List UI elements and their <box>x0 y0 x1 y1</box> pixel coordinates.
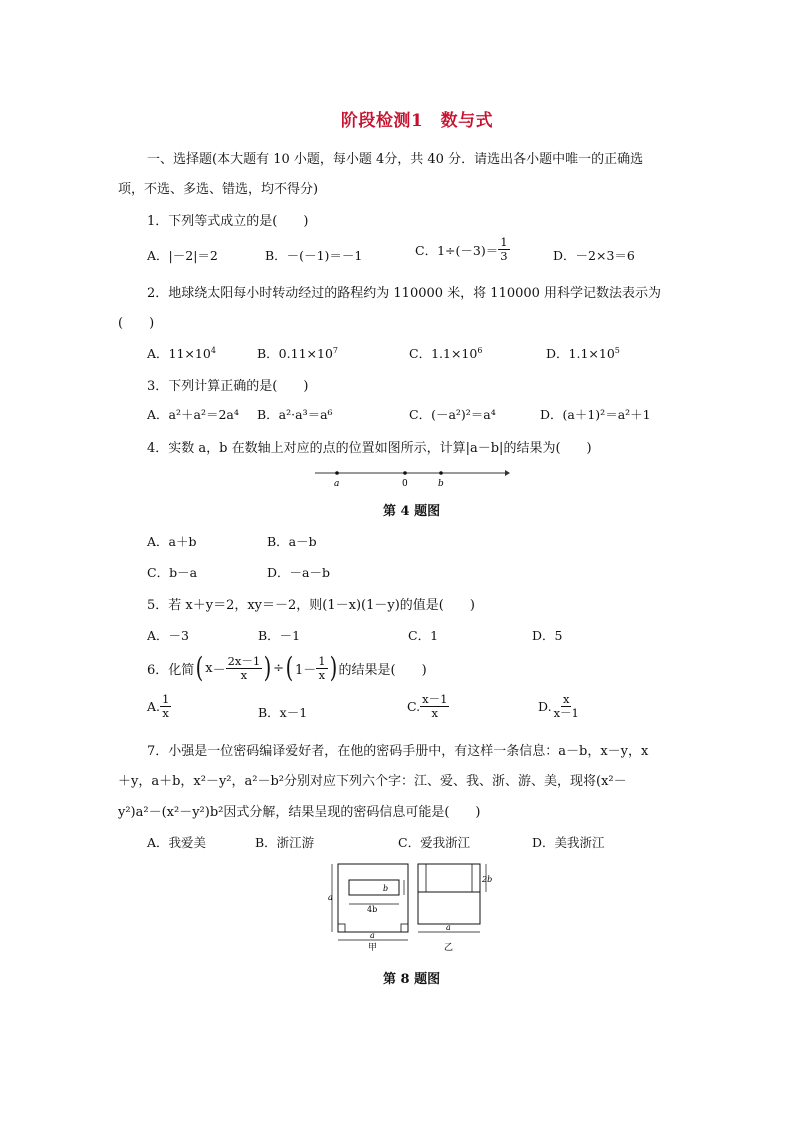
figure-jia-caption: 甲 <box>368 943 378 952</box>
figure-jia-outer-square <box>338 864 408 932</box>
q6-suffix: 的结果是( ) <box>338 662 427 678</box>
q1-c-denominator: 3 <box>500 249 508 263</box>
q6-d-numerator: x <box>562 692 570 706</box>
number-line-arrow <box>505 470 510 476</box>
q3-option-d: D．(a＋1)²＝a²＋1 <box>540 407 651 422</box>
figure-jia-corner-bl <box>338 924 345 932</box>
figure-yi-square <box>418 864 480 924</box>
q1-c-numerator: 1 <box>500 235 508 249</box>
q6-prefix: 6．化简 <box>147 662 195 678</box>
q6-fraction-1 <box>226 655 263 682</box>
q7-option-c: C．爱我浙江 <box>398 835 471 850</box>
q6-fraction-1-numerator: 2x－1 <box>227 653 261 668</box>
q6-a-numerator: 1 <box>162 692 170 706</box>
figure-jia-inner-rect <box>349 880 399 895</box>
q2-d-exponent: 5 <box>614 345 620 355</box>
q1-option-c <box>415 236 510 263</box>
q3-option-c: C．(－a²)²＝a⁴ <box>409 407 496 422</box>
q6-d-denominator: x－1 <box>553 706 579 720</box>
number-line-label-zero: 0 <box>402 479 408 489</box>
q6-option-d <box>538 693 581 720</box>
q1-option-b: B．－(－1)＝－1 <box>265 248 363 263</box>
section-header-line1: 一、选择题(本大题有 10 小题，每小题 4分，共 40 分．请选出各小题中唯一的正确选 <box>147 152 644 167</box>
q1-option-a: A．|－2|＝2 <box>147 248 218 263</box>
figure-jia-label-a-bottom: a <box>370 931 375 940</box>
q6-one-minus: 1－ <box>294 662 317 678</box>
figure-8 <box>326 860 498 952</box>
q7-line2: ＋y，a＋b，x²－y²，a²－b²分别对应下列六个字：江、爱、我、浙、游、美，现将(x²－ <box>118 774 627 789</box>
q3-option-a: A．a²＋a²＝2a⁴ <box>147 407 239 422</box>
q1-option-c-fraction <box>498 236 509 263</box>
q2-a-exponent: 4 <box>210 345 216 355</box>
q7-option-b: B．浙江游 <box>255 835 315 850</box>
q7-line3: y²)a²－(x²－y²)b²因式分解，结果呈现的密码信息可能是( ) <box>118 805 481 820</box>
q6-minus: － <box>212 662 226 678</box>
q8-figure-caption: 第 8 题图 <box>383 972 441 987</box>
figure-jia-label-a-left: a <box>328 893 333 902</box>
q6-open-paren-1: ( <box>195 651 204 684</box>
q4-figure-caption: 第 4 题图 <box>383 504 441 519</box>
q7-line1: 7．小强是一位密码编译爱好者，在他的密码手册中，有这样一条信息：a－b，x－y，x <box>147 744 649 759</box>
point-zero-dot <box>403 471 407 475</box>
q3-option-b: B．a²·a³＝a⁶ <box>257 407 333 422</box>
q2-stem-line2: ( ) <box>118 316 155 331</box>
q2-option-b <box>257 344 338 362</box>
q6-close-paren-2: ) <box>329 651 337 684</box>
figure-jia-label-b: b <box>383 884 389 893</box>
q2-a-base: A．11×10 <box>147 346 211 361</box>
q3-stem: 3．下列计算正确的是( ) <box>147 379 309 394</box>
q7-option-a: A．我爱美 <box>147 835 207 850</box>
q5-option-d: D．5 <box>532 628 563 643</box>
q2-option-a <box>147 344 216 362</box>
number-line-label-a: a <box>334 479 340 489</box>
number-line-figure <box>310 462 510 490</box>
q6-stem <box>147 651 427 685</box>
q2-b-base: B．0.11×10 <box>257 346 333 361</box>
q6-close-paren-1: ) <box>263 651 272 684</box>
page-title: 阶段检测1 数与式 <box>340 111 494 131</box>
q6-fraction-2-numerator: 1 <box>318 653 326 668</box>
q6-divide: ÷ <box>273 660 285 676</box>
q1-stem: 1．下列等式成立的是( ) <box>147 214 309 229</box>
q6-open-paren-2: ( <box>285 651 294 684</box>
q6-x: x <box>205 660 213 676</box>
q4-option-d: D．－a－b <box>267 565 330 580</box>
q6-option-c <box>407 693 449 720</box>
point-b-dot <box>439 471 443 475</box>
q1-option-c-prefix: C．1÷(－3)＝ <box>415 242 499 258</box>
q6-c-numerator: x－1 <box>422 692 448 706</box>
q6-fraction-1-denominator: x <box>240 667 248 682</box>
q4-stem: 4．实数 a，b 在数轴上对应的点的位置如图所示，计算|a－b|的结果为( ) <box>147 441 592 456</box>
figure-yi-label-a: a <box>446 923 451 932</box>
q6-option-b: B．x－1 <box>258 705 308 720</box>
figure-jia-corner-br <box>401 924 408 932</box>
q4-option-a: A．a＋b <box>147 534 197 549</box>
figure-yi-caption: 乙 <box>444 943 454 952</box>
figure-jia-label-4b: 4b <box>367 905 378 914</box>
q6-fraction-2-denominator: x <box>318 667 326 682</box>
section-header-line2: 项，不选、多选、错选，均不得分) <box>118 182 319 197</box>
q6-c-fraction <box>420 693 449 720</box>
q5-stem: 5．若 x＋y＝2，xy＝－2，则(1－x)(1－y)的值是( ) <box>147 598 475 613</box>
q6-fraction-2 <box>316 655 327 682</box>
q6-d-label: D. <box>538 699 552 714</box>
q2-option-c <box>409 344 482 362</box>
q2-stem-line1: 2．地球绕太阳每小时转动经过的路程约为 110000 米，将 110000 用科学记数法表示为 <box>147 286 662 301</box>
q5-option-a: A．－3 <box>147 628 189 643</box>
figure-yi-label-2b: 2b <box>482 875 493 884</box>
q2-d-base: D．1.1×10 <box>546 346 615 361</box>
q6-c-label: C. <box>407 699 421 714</box>
q6-a-label: A. <box>147 699 161 714</box>
q2-c-exponent: 6 <box>477 345 483 355</box>
q4-option-b: B．a－b <box>267 534 317 549</box>
q6-option-a <box>147 693 171 720</box>
q4-option-c: C．b－a <box>147 565 198 580</box>
q7-option-d: D．美我浙江 <box>532 835 605 850</box>
q5-option-c: C．1 <box>408 628 439 643</box>
q2-b-exponent: 7 <box>332 345 338 355</box>
q6-a-denominator: x <box>162 706 169 720</box>
q1-option-d: D．－2×3＝6 <box>553 248 635 263</box>
point-a-dot <box>335 471 339 475</box>
q2-option-d <box>546 344 620 362</box>
number-line-label-b: b <box>438 479 444 489</box>
q2-c-base: C．1.1×10 <box>409 346 478 361</box>
q6-c-denominator: x <box>431 706 438 720</box>
q6-a-fraction <box>160 693 171 720</box>
q5-option-b: B．－1 <box>258 628 301 643</box>
q6-d-fraction <box>552 693 581 720</box>
